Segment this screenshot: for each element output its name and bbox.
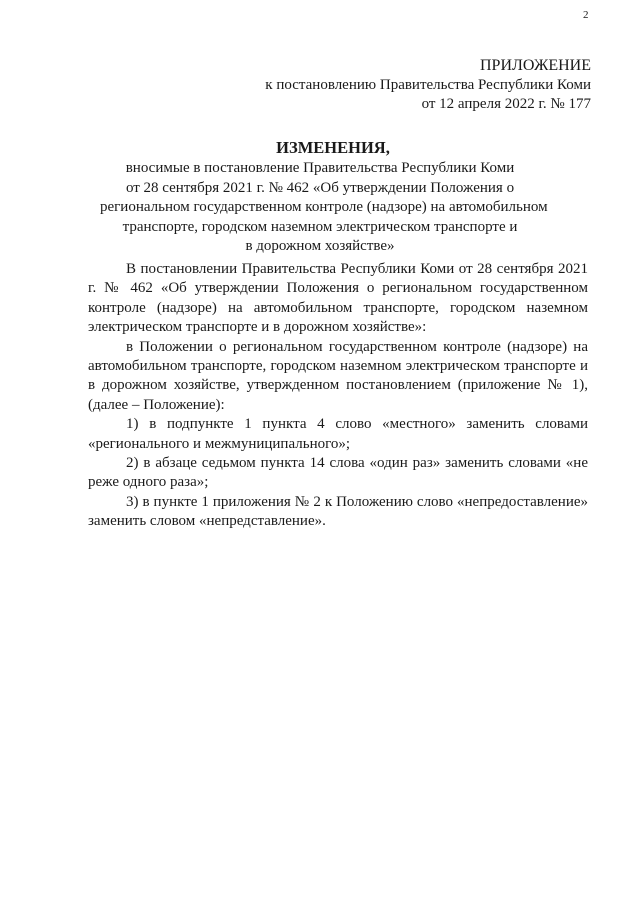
amendment-item-2: 2) в абзаце седьмом пункта 14 слова «один раз» заменить словами «не реже одного раза»; <box>88 455 588 491</box>
appendix-reference: к постановлению Правительства Республики Коми <box>265 76 591 93</box>
appendix-header <box>265 56 591 115</box>
amendment-item-1: 1) в подпункте 1 пункта 4 слово «местного» заменить словами «регионального и межмуниципального»; <box>88 416 588 452</box>
title-line-2: от 28 сентября 2021 г. № 462 «Об утверждении Положения о <box>125 179 515 196</box>
amendment-item-3: 3) в пункте 1 приложения № 2 к Положению слово «непредоставление» заменить словом «непредставление». <box>88 493 588 530</box>
appendix-heading: ПРИЛОЖЕНИЕ <box>479 57 591 74</box>
title-line-5: в дорожном хозяйстве» <box>245 238 395 254</box>
appendix-date-number: от 12 апреля 2022 г. № 177 <box>421 96 591 112</box>
title-line-3: региональном государственном контроле (надзоре) на автомобильном <box>100 199 548 215</box>
regulation-paragraph: в Положении о региональном государственном контроле (надзоре) на автомобильном транспорте, городском наземном электрическом транспорте и в дорожном хозяйстве, утвержденном постановлением (приложение № 1), (далее – Положение): <box>88 338 588 413</box>
title-line-1: вносимые в постановление Правительства Республики Коми <box>125 160 515 176</box>
page-number: 2 <box>583 9 589 21</box>
document-title-block <box>100 138 548 257</box>
title-line-4: транспорте, городском наземном электрическом транспорте и <box>122 218 518 235</box>
intro-paragraph: В постановлении Правительства Республики Коми от 28 сентября 2021 г. № 462 «Об утверждении Положения о региональном государственном контроле (надзоре) на автомобильном транспорте, городском наземном электрическом транспорте и в дорожном хозяйстве»: <box>88 261 588 336</box>
document-body <box>88 260 588 532</box>
document-title: ИЗМЕНЕНИЯ, <box>276 138 390 157</box>
